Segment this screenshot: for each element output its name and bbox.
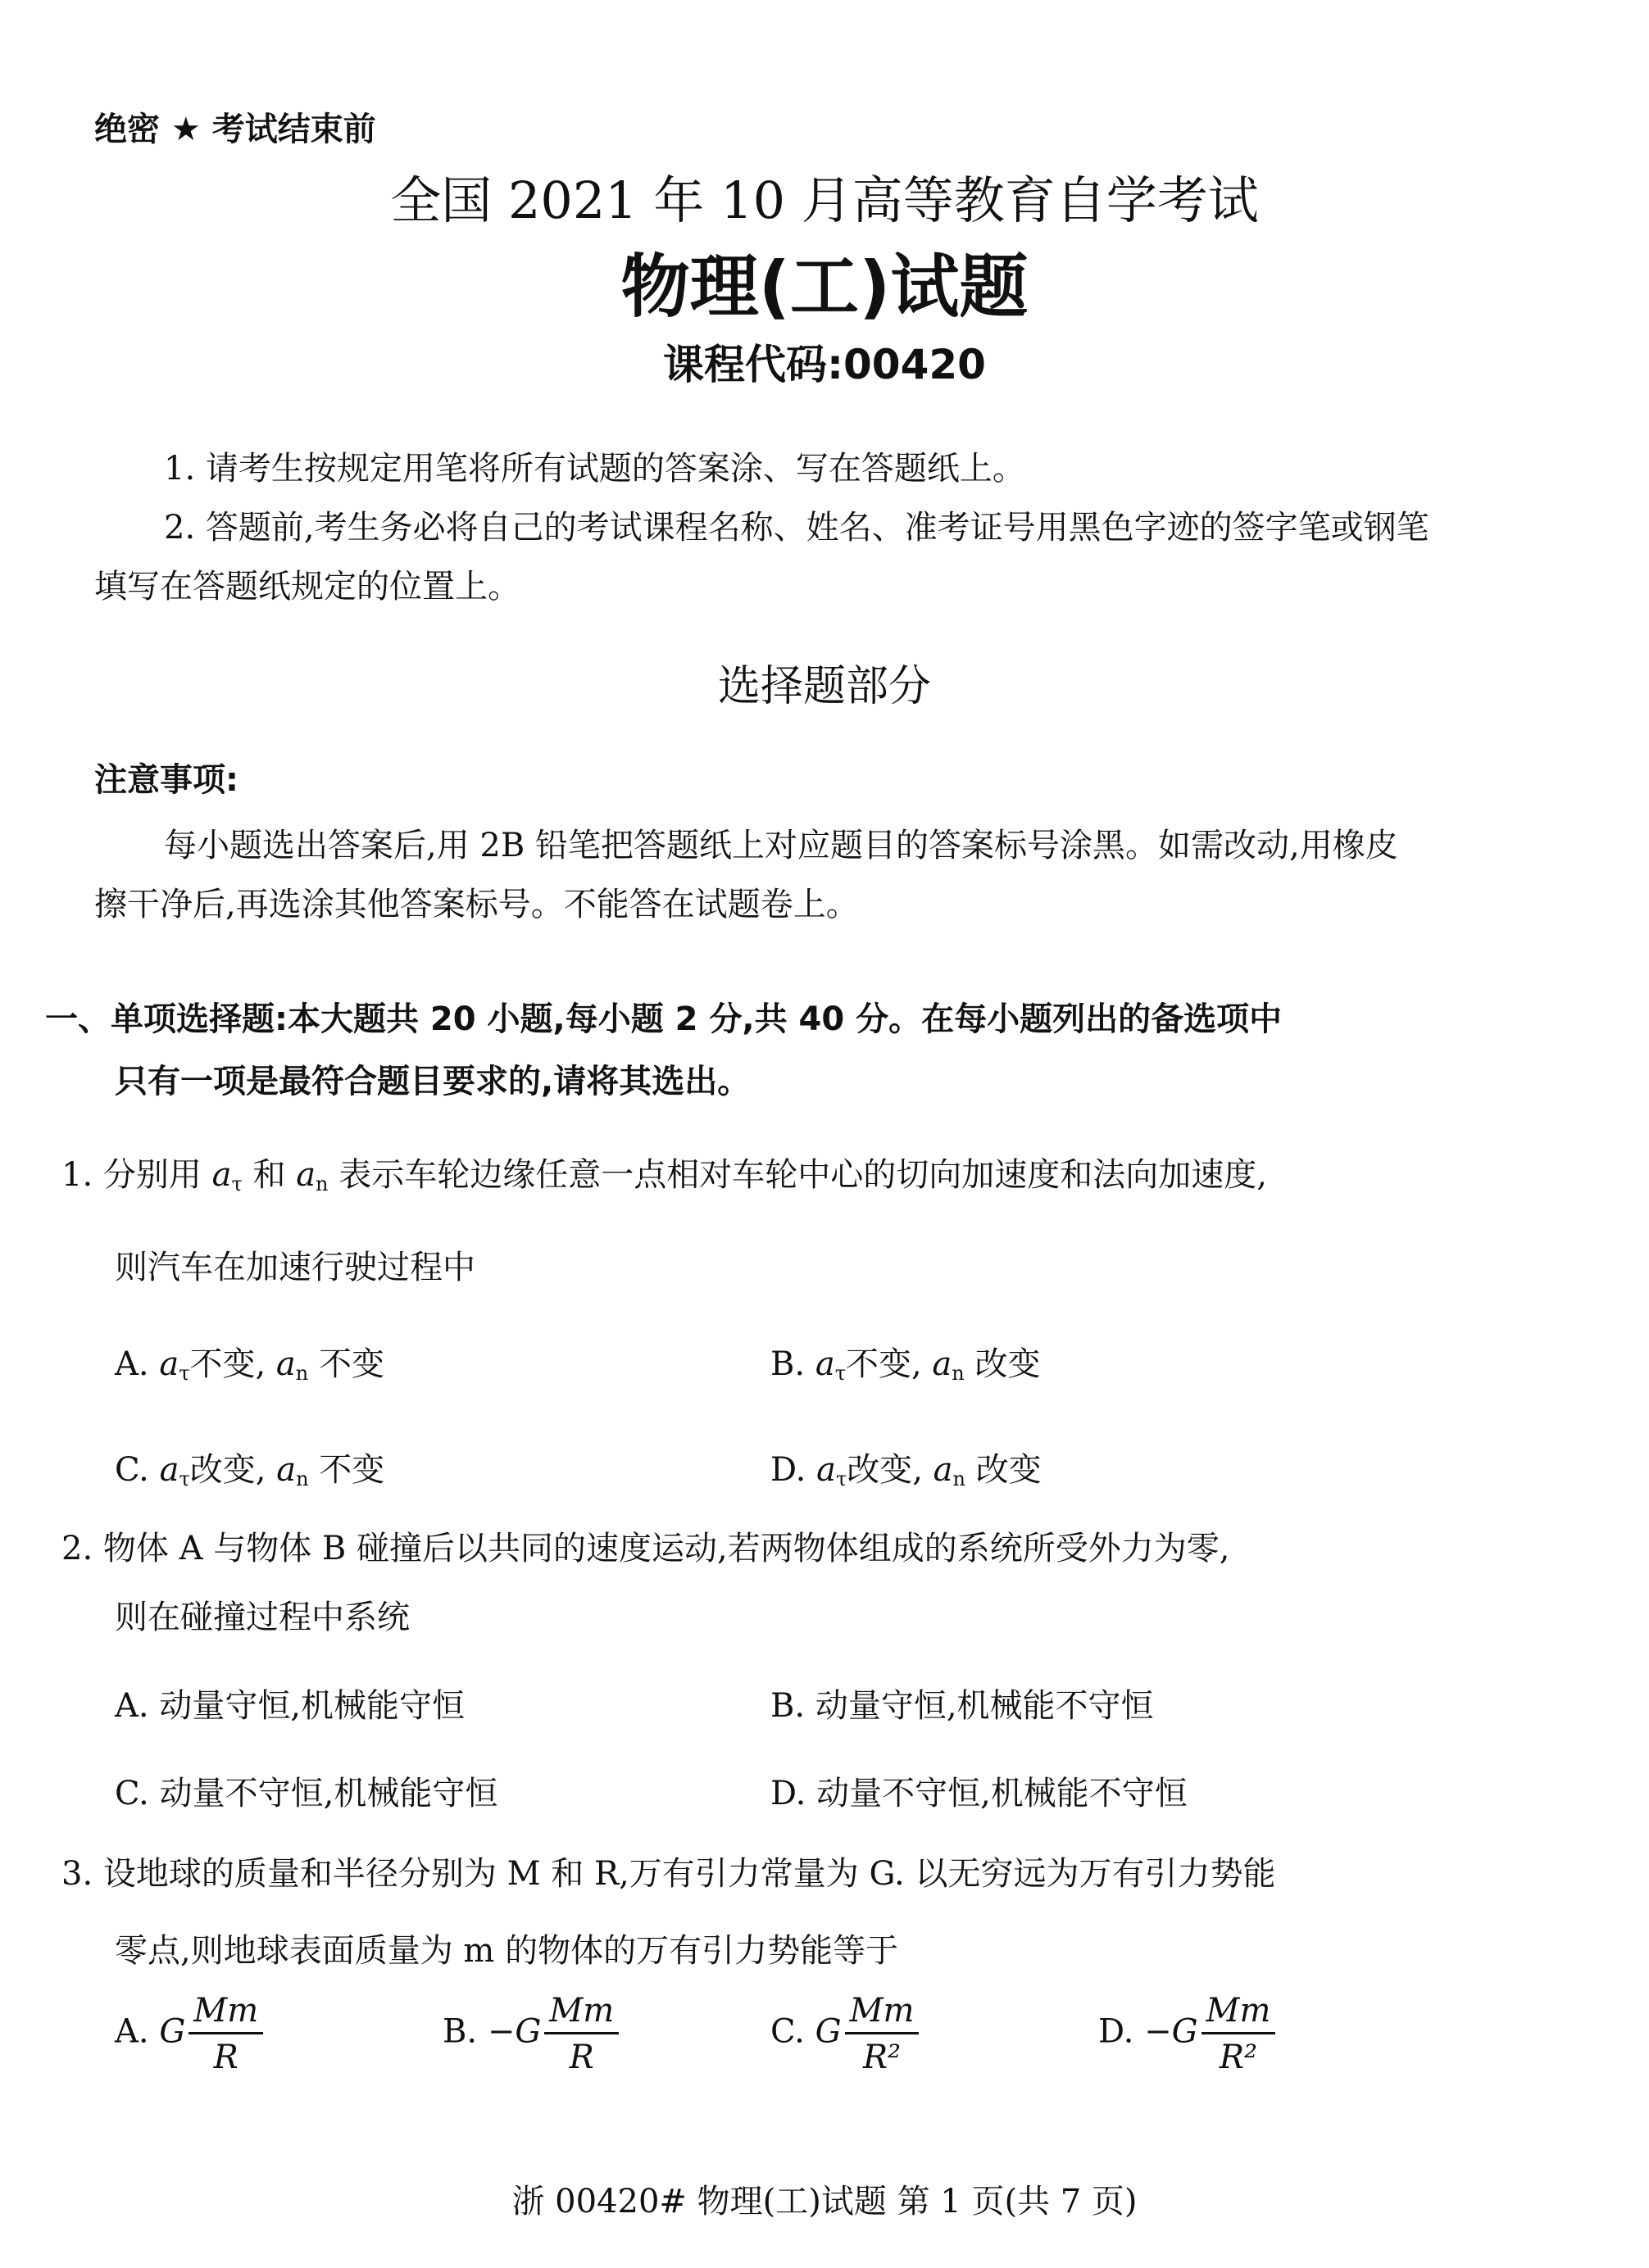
q1-option-c — [115, 1444, 384, 1490]
q3-line2: 零点,则地球表面质量为 m 的物体的万有引力势能等于 — [115, 1932, 899, 1970]
notice-line1: 每小题选出答案后,用 2B 铅笔把答题纸上对应题目的答案标号涂黑。如需改动,用橡皮 — [164, 827, 1398, 864]
tau-subscript: τ — [179, 1467, 190, 1490]
n-subscript: n — [952, 1467, 965, 1490]
formula-prefix: −G — [487, 2012, 542, 2051]
option-text: 改变 — [974, 1345, 1041, 1383]
option-label: B. — [443, 2012, 478, 2051]
q3-option-a — [115, 1991, 263, 2077]
fraction-numerator: Mm — [189, 1991, 263, 2034]
q1-line1 — [61, 1149, 1267, 1195]
fraction-denominator: R² — [862, 2039, 902, 2076]
option-text: 不变, — [189, 1345, 266, 1383]
option-text: 不变 — [319, 1451, 385, 1489]
q1-option-a — [115, 1338, 384, 1385]
tau-subscript: τ — [179, 1362, 190, 1385]
n-subscript: n — [296, 1467, 309, 1490]
n-subscript: n — [952, 1362, 965, 1385]
part1-heading-line2: 只有一项是最符合题目要求的,请将其选出。 — [115, 1063, 751, 1100]
option-label: D. — [770, 1451, 806, 1489]
fraction-denominator: R — [569, 2039, 594, 2076]
fraction-denominator: R² — [1219, 2039, 1258, 2076]
fraction-denominator: R — [213, 2039, 238, 2076]
n-subscript: n — [316, 1173, 329, 1195]
q1-option-b — [770, 1338, 1040, 1385]
formula-prefix: G — [159, 2012, 186, 2051]
q2-line2: 则在碰撞过程中系统 — [115, 1599, 410, 1636]
fraction-numerator: Mm — [544, 1991, 619, 2034]
fraction — [544, 1991, 619, 2077]
option-label: A. — [115, 2012, 149, 2051]
course-code: 课程代码:00420 — [663, 341, 986, 388]
q3-option-b — [443, 1991, 619, 2077]
q2-option-b: B. 动量守恒,机械能不守恒 — [770, 1687, 1154, 1725]
q2-option-a: A. 动量守恒,机械能守恒 — [115, 1687, 466, 1725]
option-label: D. — [1098, 2012, 1134, 2051]
exam-title: 全国 2021 年 10 月高等教育自学考试 — [390, 170, 1259, 230]
option-label: B. — [770, 1345, 806, 1383]
tau-subscript: τ — [834, 1362, 846, 1385]
q1-number: 1. — [61, 1156, 93, 1194]
part1-heading-line1: 一、单项选择题:本大题共 20 小题,每小题 2 分,共 40 分。在每小题列出的备选项中 — [45, 1000, 1283, 1038]
tau-subscript: τ — [835, 1467, 847, 1490]
a-symbol: a — [159, 1345, 179, 1383]
fraction — [1202, 1991, 1276, 2077]
confidential-label: 绝密 ★ 考试结束前 — [94, 111, 376, 148]
q1-line2: 则汽车在加速行驶过程中 — [115, 1249, 475, 1286]
q3-option-d — [1098, 1991, 1275, 2077]
q2-line1: 2. 物体 A 与物体 B 碰撞后以共同的速度运动,若两物体组成的系统所受外力为零, — [61, 1530, 1230, 1567]
a-symbol: a — [211, 1156, 232, 1194]
fraction-numerator: Mm — [1202, 1991, 1276, 2034]
fraction-numerator: Mm — [845, 1991, 920, 2034]
q1-option-d — [770, 1444, 1042, 1490]
a-symbol: a — [933, 1451, 953, 1489]
option-label: C. — [115, 1451, 149, 1489]
option-text: 改变, — [847, 1451, 923, 1489]
formula-prefix: −G — [1144, 2012, 1198, 2051]
option-text: 不变 — [318, 1345, 384, 1383]
section-title: 选择题部分 — [717, 662, 931, 711]
q1-text-b: 和 — [252, 1156, 286, 1194]
q1-text-c: 表示车轮边缘任意一点相对车轮中心的切向加速度和法向加速度, — [338, 1156, 1267, 1194]
option-text: 改变, — [189, 1451, 266, 1489]
a-symbol: a — [159, 1451, 179, 1489]
notice-line2: 擦干净后,再选涂其他答案标号。不能答在试题卷上。 — [94, 886, 859, 923]
q3-option-c — [770, 1991, 919, 2077]
option-label: C. — [770, 2012, 805, 2051]
option-label: A. — [115, 1345, 149, 1383]
a-symbol: a — [275, 1345, 296, 1383]
q2-option-c: C. 动量不守恒,机械能守恒 — [115, 1775, 498, 1812]
q3-line1: 3. 设地球的质量和半径分别为 M 和 R,万有引力常量为 G. 以无穷远为万有引力势能 — [61, 1855, 1276, 1893]
instruction-1: 1. 请考生按规定用笔将所有试题的答案涂、写在答题纸上。 — [164, 450, 1025, 488]
fraction — [189, 1991, 263, 2077]
instruction-2-line2: 填写在答题纸规定的位置上。 — [94, 568, 520, 606]
subject-title: 物理(工)试题 — [620, 247, 1029, 327]
q2-option-d: D. 动量不守恒,机械能不守恒 — [770, 1775, 1188, 1812]
a-symbol: a — [932, 1345, 952, 1383]
tau-subscript: τ — [231, 1173, 243, 1195]
instruction-2-line1: 2. 答题前,考生务必将自己的考试课程名称、姓名、准考证号用黑色字迹的签字笔或钢笔 — [164, 509, 1429, 547]
q1-text-a: 分别用 — [102, 1156, 202, 1194]
option-text: 不变, — [845, 1345, 922, 1383]
a-symbol: a — [816, 1451, 836, 1489]
fraction — [845, 1991, 920, 2077]
option-text: 改变 — [975, 1451, 1042, 1489]
n-subscript: n — [295, 1362, 309, 1385]
a-symbol: a — [276, 1451, 297, 1489]
formula-prefix: G — [815, 2012, 842, 2051]
a-symbol: a — [815, 1345, 835, 1383]
page-footer: 浙 00420# 物理(工)试题 第 1 页(共 7 页) — [511, 2183, 1138, 2220]
notice-label: 注意事项: — [94, 761, 238, 799]
a-symbol: a — [296, 1156, 316, 1194]
